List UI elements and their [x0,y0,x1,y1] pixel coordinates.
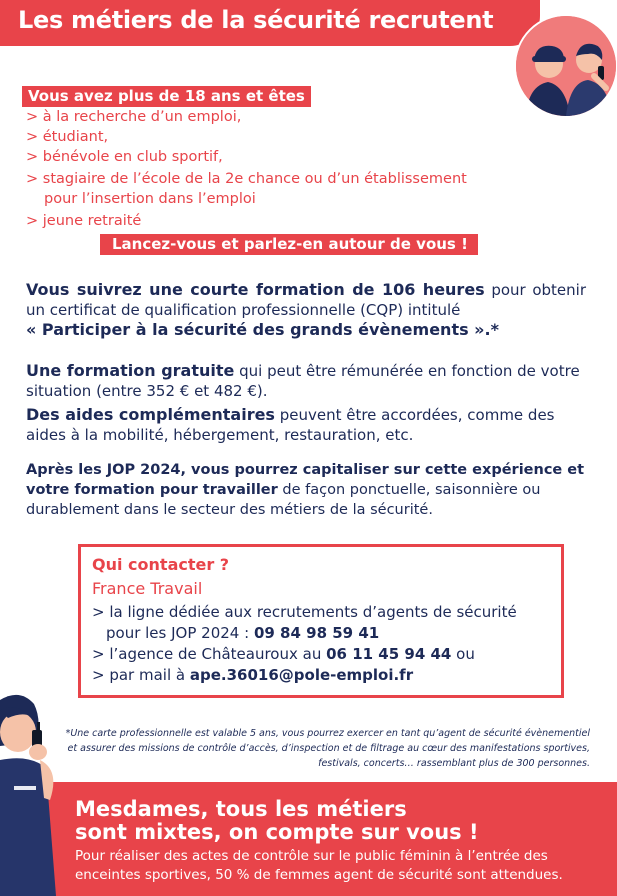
training-duration: Vous suivrez une courte formation de 106 heures [26,280,485,299]
eligibility-item: > à la recherche d’un emploi, [26,109,242,125]
eligibility-item: pour l’insertion dans l’emploi [44,191,256,207]
footnote: *Une carte professionnelle est valable 5 ans, vous pourrez exercer en tant qu’agent de sécurité évènementiel et assurer des missions de contrôle d’accès, d’inspection et de filtrage au cœur des manifestations sportives, festivals, concerts… rassemblant plus de 300 personnes. [65,728,590,769]
contact-line-dedicated: > la ligne dédiée aux recrutements d’agents de sécurité [92,603,517,621]
eligibility-item: > étudiant, [26,129,109,145]
jop-label: Après les JOP 2024, vous pourrez capitaliser sur cette expérience et votre formation pour travailler [26,462,585,498]
security-agents-image [516,16,616,116]
jop-phone-number[interactable]: 09 84 98 59 41 [253,624,380,642]
contact-heading: Qui contacter ? [92,555,230,574]
eligibility-item: > jeune retraité [26,213,142,229]
cta-banner: Lancez-vous et parlez-en autour de vous ! [100,234,478,255]
aids-label: Des aides complémentaires [26,405,275,424]
bottom-title-line2: sont mixtes, on compte sur vous ! [75,820,479,844]
contact-line-phone: pour les JOP 2024 : 09 84 98 59 41 [106,624,380,642]
training-text: pour obtenir un certificat de qualification professionnelle (CQP) intitulé [26,281,587,319]
jop-text: de façon ponctuelle, saisonnière ou durablement dans le secteur des métiers de la sécurité. [26,482,541,518]
page-title: Les métiers de la sécurité recrutent [18,6,494,34]
contact-line-email: > par mail à ape.36016@pole-emploi.fr [92,666,414,684]
jop-paragraph [26,460,586,520]
woman-agent-illustration [0,690,80,896]
free-training-paragraph [26,361,586,401]
training-paragraph [26,280,586,340]
aids-paragraph [26,405,586,445]
age-requirement-heading: Vous avez plus de 18 ans et êtes [22,86,311,107]
contact-line-agency: > l’agence de Châteauroux au 06 11 45 94 44 ou [92,645,475,663]
agency-phone-number[interactable]: 06 11 45 94 44 [326,645,452,663]
eligibility-item: > stagiaire de l’école de la 2e chance ou d’un établissement [26,171,467,187]
free-training-label: Une formation gratuite [26,361,235,380]
contact-email-link[interactable]: ape.36016@pole-emploi.fr [189,666,414,684]
cqp-title: « Participer à la sécurité des grands évènements ».* [26,320,499,339]
aids-text: peuvent être accordées, comme des aides à la mobilité, hébergement, restauration, etc. [26,406,555,444]
contact-organization: France Travail [92,579,203,598]
woman-agent-image [0,690,80,896]
bottom-subtitle-line2: enceintes sportives, 50 % de femmes agent de sécurité sont attendues. [75,867,563,883]
bottom-subtitle-line1: Pour réaliser des actes de contrôle sur le public féminin à l’entrée des [75,848,548,864]
security-agents-illustration [514,14,617,118]
bottom-title-line1: Mesdames, tous les métiers [75,797,407,821]
eligibility-item: > bénévole en club sportif, [26,149,223,165]
free-training-text: qui peut être rémunérée en fonction de votre situation (entre 352 € et 482 €). [26,362,580,400]
